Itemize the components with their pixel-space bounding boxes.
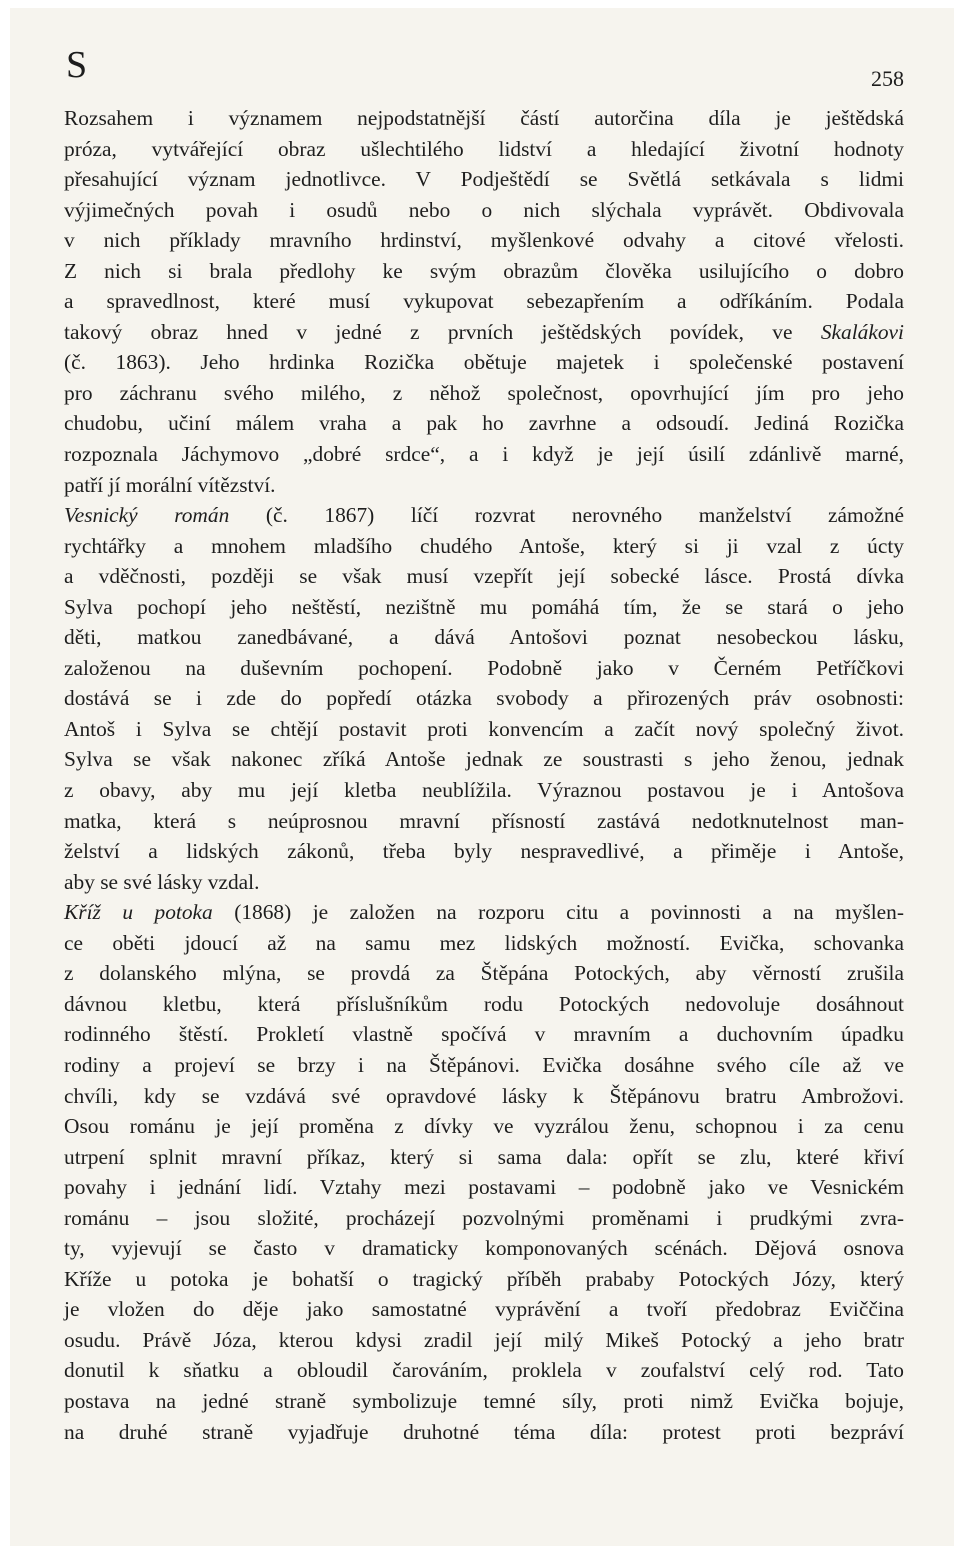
line-text: patří jí morální vítězství. (64, 472, 276, 497)
line-text: (č. 1867) líčí rozvrat nerovného manželství zámožné (229, 503, 905, 528)
work-title: Vesnický román (64, 503, 230, 528)
line-text: a spravedlnost, které musí vykupovat sebezapřením a odříkáním. Podala (64, 289, 904, 314)
line-text: Kříže u potoka je bohatší o tragický příběh prababy Potockých Józy, který (64, 1266, 904, 1291)
body-text (64, 103, 904, 1447)
text-line (64, 622, 904, 653)
text-line (64, 561, 904, 592)
text-line (64, 378, 904, 409)
text-line (64, 714, 904, 745)
line-text: a vděčnosti, později se však musí vzepřít její sobecké lásce. Prostá dívka (64, 564, 904, 589)
text-line (64, 1203, 904, 1234)
text-line (64, 928, 904, 959)
text-line (64, 1081, 904, 1112)
line-text: Antoš i Sylva se chtějí postavit proti konvencím a začít nový společný život. (64, 716, 904, 741)
text-line (64, 531, 904, 562)
line-text: želství a lidských zákonů, třeba byly nespravedlivé, a přiměje i Antoše, (64, 839, 904, 864)
text-line (64, 1172, 904, 1203)
text-line (64, 867, 904, 898)
line-text: z dolanského mlýna, se provdá za Štěpána Potockých, aby věrností zrušila (64, 961, 904, 986)
text-line (64, 1417, 904, 1448)
text-line (64, 1386, 904, 1417)
line-text: Osou románu je její proměna z dívky ve vyzrálou ženu, schopnou i za cenu (64, 1114, 904, 1139)
line-text: chudobu, učiní málem vraha a pak ho zavrhne a odsoudí. Jediná Rozička (64, 411, 904, 436)
text-line (64, 347, 904, 378)
line-text: povahy i jednání lidí. Vztahy mezi postavami – podobně jako ve Vesnickém (64, 1175, 904, 1200)
work-title: Kříž u potoka (64, 900, 213, 925)
text-line (64, 775, 904, 806)
text-line (64, 164, 904, 195)
text-line (64, 225, 904, 256)
line-text: výjimečných povah i osudů nebo o nich slýchala vyprávět. Obdivovala (64, 197, 904, 222)
text-line (64, 256, 904, 287)
line-text: utrpení splnit mravní příkaz, který si sama dala: opřít se zlu, které křiví (64, 1144, 904, 1169)
text-line (64, 1325, 904, 1356)
text-line (64, 653, 904, 684)
text-line (64, 195, 904, 226)
line-text: ce oběti jdoucí až na samu mez lidských možností. Evička, schovanka (64, 930, 904, 955)
line-text: románu – jsou složité, procházejí pozvolnými proměnami i prudkými zvra- (64, 1205, 904, 1230)
text-line (64, 1142, 904, 1173)
text-line (64, 134, 904, 165)
text-line (64, 1050, 904, 1081)
text-line (64, 439, 904, 470)
text-line (64, 592, 904, 623)
line-text: (č. 1863). Jeho hrdinka Rozička obětuje majetek i společenské postavení (64, 350, 904, 375)
line-text: matka, která s neúprosnou mravní přísností zastává nedotknutelnost man- (64, 808, 904, 833)
line-text: založenou na duševním pochopení. Podobně jako v Černém Petříčkovi (64, 655, 904, 680)
line-text: chvíli, kdy se vzdává své opravdové lásky k Štěpánovu bratru Ambrožovi. (64, 1083, 904, 1108)
line-text: dostává se i zde do popředí otázka svobody a přirozených práv osobnosti: (64, 686, 904, 711)
text-line (64, 103, 904, 134)
line-text: osudu. Právě Józa, kterou kdysi zradil její milý Mikeš Potocký a jeho bratr (64, 1327, 904, 1352)
line-text: próza, vytvářející obraz ušlechtilého lidství a hledající životní hodnoty (64, 136, 904, 161)
text-line (64, 897, 904, 928)
book-page (10, 8, 954, 1546)
line-text: na druhé straně vyjadřuje druhotné téma díla: protest proti bezpráví (64, 1419, 904, 1444)
line-text: Z nich si brala předlohy ke svým obrazům člověka usilujícího o dobro (64, 258, 904, 283)
text-line (64, 1019, 904, 1050)
line-text: rozpoznala Jáchymovo „dobré srdce“, a i když je její úsilí zdánlivě marné, (64, 442, 904, 467)
text-line (64, 683, 904, 714)
line-text: v nich příklady mravního hrdinství, myšlenkové odvahy a citové vřelosti. (64, 228, 904, 253)
line-text: přesahující význam jednotlivce. V Podještědí se Světlá setkávala s lidmi (64, 167, 904, 192)
text-line (64, 1111, 904, 1142)
text-line (64, 744, 904, 775)
text-line (64, 958, 904, 989)
section-letter: S (66, 44, 88, 86)
text-line (64, 286, 904, 317)
line-text: Sylva se však nakonec zříká Antoše jednak ze soustrasti s jeho ženou, jednak (64, 747, 904, 772)
line-text: rychtářky a mnohem mladšího chudého Antoše, který si ji vzal z úcty (64, 533, 904, 558)
text-line (64, 1264, 904, 1295)
text-line (64, 1355, 904, 1386)
line-text: donutil k sňatku a obloudil čarováním, proklela v zoufalství celý rod. Tato (64, 1358, 904, 1383)
line-text: takový obraz hned v jedné z prvních ještědských povídek, ve (64, 319, 821, 344)
text-line (64, 806, 904, 837)
line-text: Rozsahem i významem nejpodstatnější částí autorčina díla je ještědská (64, 106, 904, 130)
line-text: z obavy, aby mu její kletba neublížila. Výraznou postavou je i Antošova (64, 778, 904, 803)
line-text: rodiny a projeví se brzy i na Štěpánovi. Evička dosáhne svého cíle až ve (64, 1052, 904, 1077)
line-text: dávnou kletbu, která příslušníkům rodu Potockých nedovoluje dosáhnout (64, 991, 904, 1016)
text-line (64, 1233, 904, 1264)
line-text: děti, matkou zanedbávané, a dává Antošovi poznat nesobeckou lásku, (64, 625, 904, 650)
text-line (64, 470, 904, 501)
text-line (64, 317, 904, 348)
text-line (64, 500, 904, 531)
line-text: pro záchranu svého milého, z něhož společnost, opovrhující jím pro jeho (64, 380, 904, 405)
line-text: (1868) je založen na rozporu citu a povinnosti a na myšlen- (212, 900, 904, 925)
line-text: aby se své lásky vzdal. (64, 869, 260, 894)
text-line (64, 836, 904, 867)
text-line (64, 1294, 904, 1325)
work-title: Skalákovi (820, 319, 904, 344)
page-number: 258 (871, 66, 904, 91)
line-text: ty, vyjevují se často v dramaticky komponovaných scénách. Dějová osnova (64, 1236, 904, 1261)
line-text: postava na jedné straně symbolizuje temné síly, proti nimž Evička bojuje, (64, 1388, 904, 1413)
line-text: je vložen do děje jako samostatné vyprávění a tvoří předobraz Eviččina (64, 1297, 904, 1322)
text-line (64, 989, 904, 1020)
line-text: Sylva pochopí jeho neštěstí, nezištně mu pomáhá tím, že se stará o jeho (64, 594, 904, 619)
line-text: rodinného štěstí. Prokletí vlastně spočívá v mravním a duchovním úpadku (64, 1022, 904, 1047)
text-line (64, 408, 904, 439)
